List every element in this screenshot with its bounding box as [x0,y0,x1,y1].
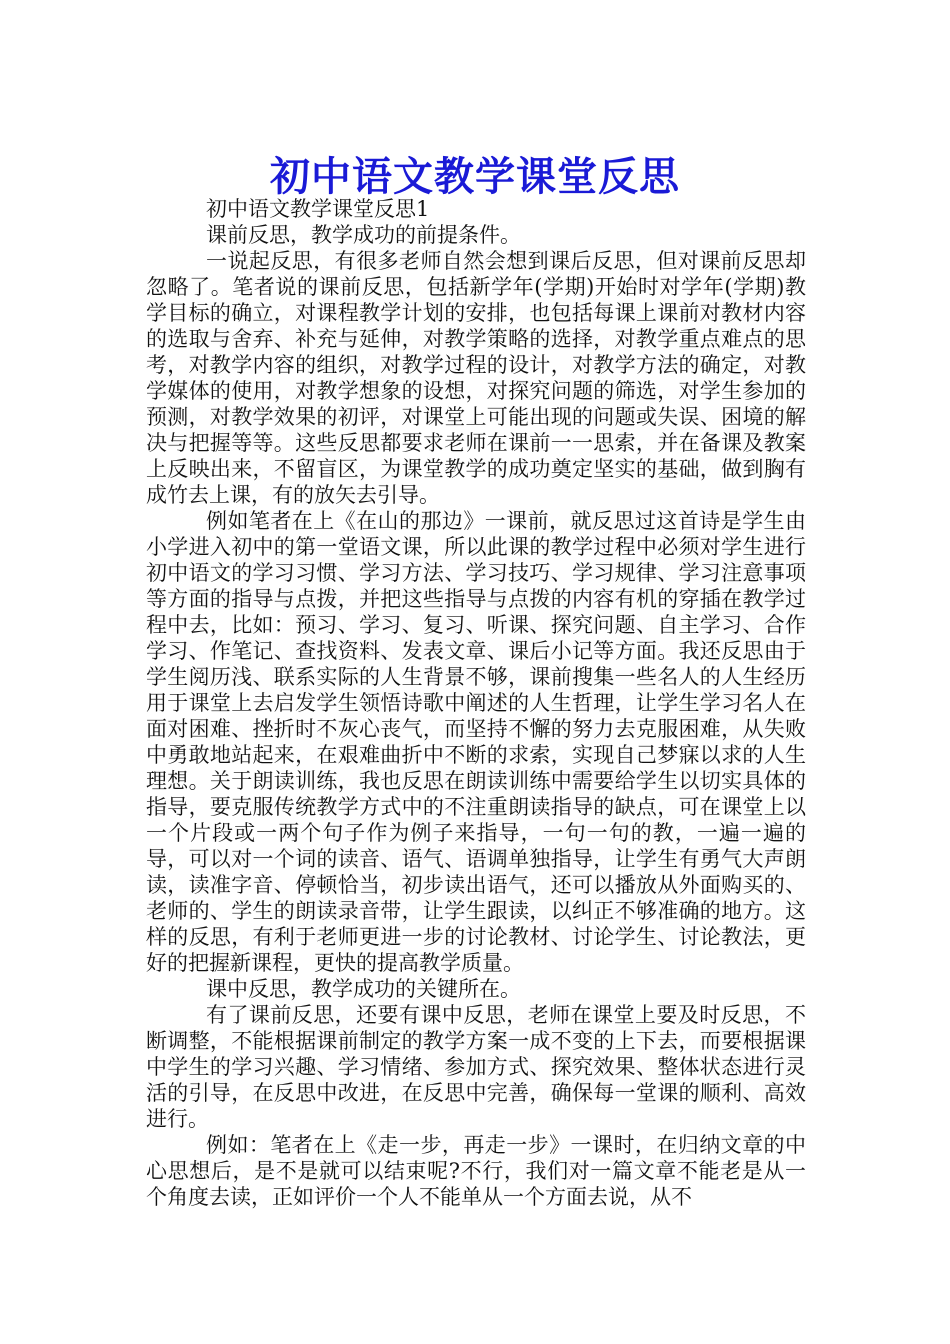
paragraph: 一说起反思，有很多老师自然会想到课后反思，但对课前反思却忽略了。笔者说的课前反思，包括新学年(学期)开始时对学年(学期)教学目标的确立，对课程教学计划的安排，也包括每课上课前对教材内容的选取与舍弃、补充与延伸，对教学策略的选择，对教学重点难点的思考，对教学内容的组织，对教学过程的设计，对教学方法的确定，对教学媒体的使用，对教学想象的设想，对探究问题的筛选，对学生参加的预测，对教学效果的初评，对课堂上可能出现的问题或失误、困境的解决与把握等等。这些反思都要求老师在课前一一思索，并在备课及教案上反映出来，不留盲区，为课堂教学的成功奠定坚实的基础，做到胸有成竹去上课，有的放矢去引导。 [146,249,806,507]
paragraph: 有了课前反思，还要有课中反思，老师在课堂上要及时反思，不断调整，不能根据课前制定的教学方案一成不变的上下去，而要根据课中学生的学习兴趣、学习情绪、参加方式、探究效果、整体状态进行灵活的引导，在反思中改进，在反思中完善，确保每一堂课的顺利、高效进行。 [146,1003,806,1131]
document-title: 初中语文教学课堂反思 [270,152,680,200]
paragraph: 例如：笔者在上《走一步，再走一步》一课时，在归纳文章的中心思想后，是不是就可以结束呢?不行，我们对一篇文章不能老是从一个角度去读，正如评价一个人不能单从一个方面去说，从不 [146,1133,806,1209]
subsection-heading-in-class: 课中反思，教学成功的关键所在。 [206,977,521,1001]
document-body [146,196,806,1210]
subsection-heading-pre-class: 课前反思，教学成功的前提条件。 [206,223,521,247]
paragraph: 例如笔者在上《在山的那边》一课前，就反思过这首诗是学生由小学进入初中的第一堂语文课，所以此课的教学过程中必须对学生进行初中语文的学习习惯、学习方法、学习技巧、学习规律、学习注意事项等方面的指导与点拨，并把这些指导与点拨的内容有机的穿插在教学过程中去，比如：预习、学习、复习、听课、探究问题、自主学习、合作学习、作笔记、查找资料、发表文章、课后小记等方面。我还反思由于学生阅历浅、联系实际的人生背景不够，课前搜集一些名人的人生经历用于课堂上去启发学生领悟诗歌中阐述的人生哲理，让学生学习名人在面对困难、挫折时不灰心丧气，而坚持不懈的努力去克服困难，从失败中勇敢地站起来，在艰难曲折中不断的求索，实现自己梦寐以求的人生理想。关于朗读训练，我也反思在朗读训练中需要给学生以切实具体的指导，要克服传统教学方式中的不注重朗读指导的缺点，可在课堂上以一个片段或一两个句子作为例子来指导，一句一句的教，一遍一遍的导，可以对一个词的读音、语气、语调单独指导，让学生有勇气大声朗读，读准字音、停顿恰当，初步读出语气，还可以播放从外面购买的、老师的、学生的朗读录音带，让学生跟读，以纠正不够准确的地方。这样的反思，有利于老师更进一步的讨论教材、讨论学生、讨论教法，更好的把握新课程，更快的提高教学质量。 [146,509,806,975]
section-heading: 初中语文教学课堂反思1 [206,197,430,221]
